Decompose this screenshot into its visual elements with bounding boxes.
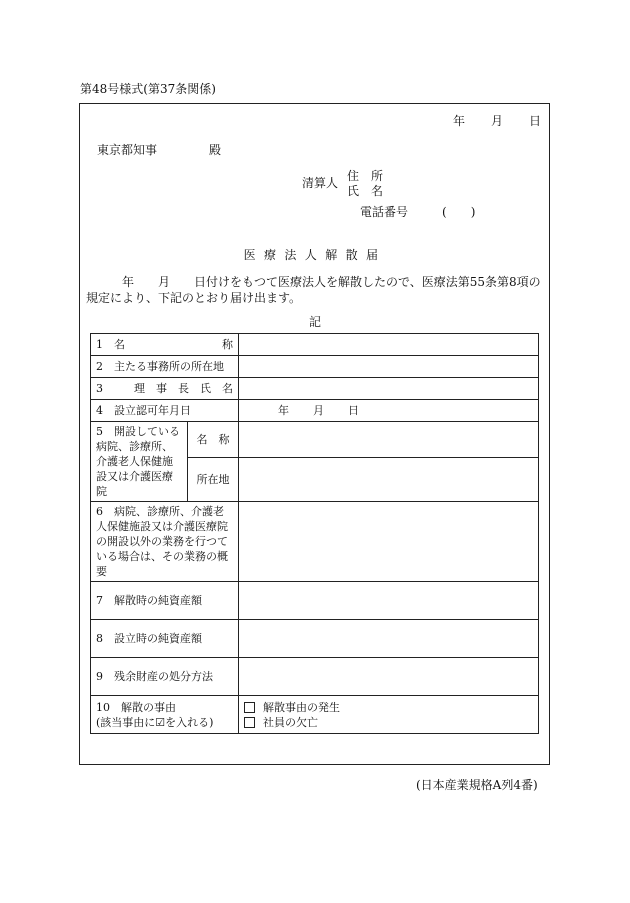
table-row <box>91 696 539 734</box>
row-facility-name-label: 名 称 <box>188 422 239 458</box>
phone-line <box>360 203 475 220</box>
row-net-assets-establishment-label: 8 設立時の純資産額 <box>91 620 239 658</box>
document-title: 医療法人解散届 <box>243 248 387 262</box>
month-label: 月 <box>491 114 504 128</box>
body-text: 年 月 日付けをもつて医療法人を解散したので、医療法第55条第8項の規定により、下記のとおり届け出ます。 <box>86 275 541 305</box>
row-facility-address-value[interactable] <box>239 457 539 501</box>
row-net-assets-dissolution-value[interactable] <box>239 582 539 620</box>
detail-table <box>90 333 539 734</box>
checkbox-icon[interactable] <box>244 717 255 728</box>
row-dissolution-reason-label: 10 解散の事由 (該当事由に☑を入れる) <box>91 696 239 734</box>
table-row <box>91 658 539 696</box>
row-net-assets-establishment-value[interactable] <box>239 620 539 658</box>
table-row <box>91 400 539 422</box>
addressee <box>97 141 221 158</box>
day-label: 日 <box>529 114 542 128</box>
table-row <box>91 378 539 400</box>
applicant-name-label: 氏 名 <box>347 184 384 198</box>
row-facility-address-label: 所在地 <box>188 457 239 501</box>
applicant-address-label: 住 所 <box>347 169 384 183</box>
submission-date <box>453 112 541 129</box>
row-facility-name-value[interactable] <box>239 422 539 458</box>
phone-label: 電話番号 <box>360 205 409 219</box>
form-number: 第48号様式(第37条関係) <box>80 82 216 96</box>
row-other-business-value[interactable] <box>239 502 539 582</box>
reason-option-2-label: 社員の欠亡 <box>263 715 318 729</box>
applicant-label: 清算人 <box>302 176 339 190</box>
row-dissolution-reason-options <box>239 696 539 734</box>
row-approval-label: 4 設立認可年月日 <box>91 400 239 422</box>
row-chairman-label: 3 理 事 長 氏 名 <box>91 378 239 400</box>
table-row <box>91 502 539 582</box>
row-name-value[interactable] <box>239 334 539 356</box>
row-name-label: 1 名 称 <box>91 334 239 356</box>
checkbox-icon[interactable] <box>244 702 255 713</box>
table-row <box>91 620 539 658</box>
reason-option-1-label: 解散事由の発生 <box>263 700 340 714</box>
row-residual-assets-value[interactable] <box>239 658 539 696</box>
reason-option-2[interactable] <box>244 715 533 730</box>
table-row <box>91 334 539 356</box>
row-chairman-value[interactable] <box>239 378 539 400</box>
addressee-suffix: 殿 <box>209 143 222 157</box>
ki-heading: 記 <box>308 315 321 329</box>
reason-option-1[interactable] <box>244 700 533 715</box>
addressee-name: 東京都知事 <box>97 143 158 157</box>
row-approval-value[interactable]: 年 月 日 <box>239 400 539 422</box>
row-other-business-label: 6 病院、診療所、介護老人保健施設又は介護医療院の開設以外の業務を行つている場合は、その業務の概要 <box>91 502 239 582</box>
phone-parens: ( ) <box>442 205 476 219</box>
row-office-label: 2 主たる事務所の所在地 <box>91 356 239 378</box>
row-net-assets-dissolution-label: 7 解散時の純資産額 <box>91 582 239 620</box>
table-row <box>91 422 539 458</box>
row-facility-label: 5 開設している病院、診療所、介護老人保健施設又は介護医療院 <box>91 422 188 502</box>
year-label: 年 <box>453 114 466 128</box>
paper-size-note: (日本産業規格A列4番) <box>416 778 538 792</box>
table-row <box>91 582 539 620</box>
row-office-value[interactable] <box>239 356 539 378</box>
table-row <box>91 356 539 378</box>
row-residual-assets-label: 9 残余財産の処分方法 <box>91 658 239 696</box>
